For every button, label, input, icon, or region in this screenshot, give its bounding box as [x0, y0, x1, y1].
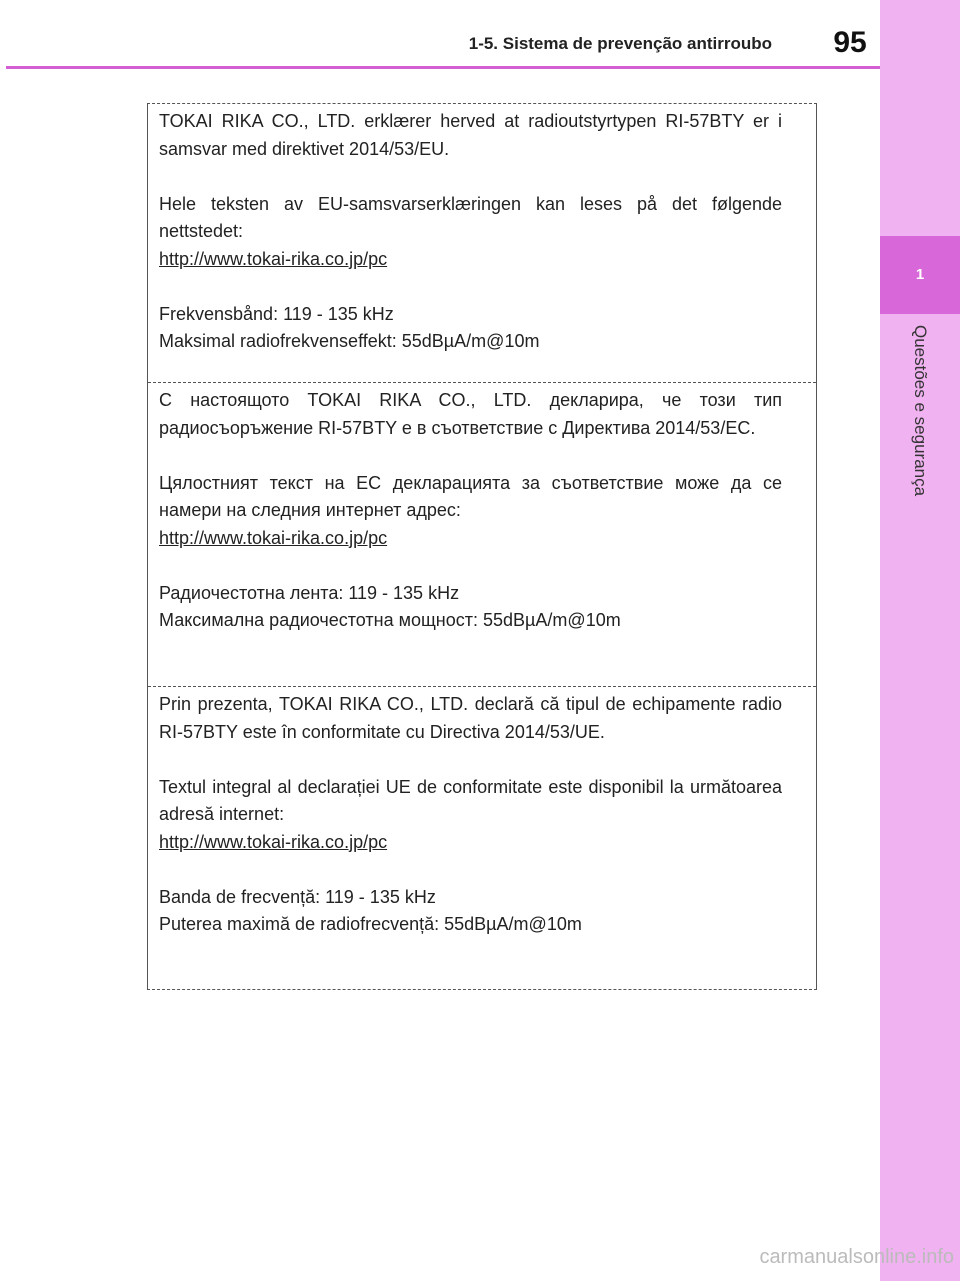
header-rule [6, 66, 880, 69]
declaration-table [147, 103, 817, 990]
declaration-link[interactable]: http://www.tokai-rika.co.jp/pc [159, 248, 388, 269]
radio-specs [159, 884, 782, 939]
radio-specs [159, 580, 782, 635]
declaration-link[interactable]: http://www.tokai-rika.co.jp/pc [159, 527, 388, 548]
declaration-text: Prin prezenta, TOKAI RIKA CO., LTD. declară că tipul de echipamente radio RI-57BTY este în conformitate cu Directiva 2014/53/UE. [159, 694, 782, 742]
chapter-number-box: 1 [880, 236, 960, 314]
full-text-notice [159, 191, 782, 274]
page-number: 95 [833, 26, 867, 59]
full-text-sentence: Textul integral al declarației UE de conformitate este disponibil la următoarea adresă internet: [159, 776, 782, 824]
declaration-link[interactable]: http://www.tokai-rika.co.jp/pc [159, 831, 388, 852]
frequency-band: Banda de frecvență: 119 - 135 kHz [159, 886, 436, 907]
frequency-band: Frekvensbånd: 119 - 135 kHz [159, 303, 394, 324]
watermark: carmanualsonline.info [759, 1246, 954, 1268]
declaration-text: TOKAI RIKA CO., LTD. erklærer herved at radioutstyrtypen RI-57BTY er i samsvar med direktivet 2014/53/EU. [159, 111, 782, 159]
max-power: Maksimal radiofrekvenseffekt: 55dBµA/m@10m [159, 331, 540, 351]
declaration-text: С настоящото TOKAI RIKA CO., LTD. декларира, че този тип радиосъоръжение RI-57BTY е в съответствие с Директива 2014/53/ЕС. [159, 390, 782, 438]
full-text-notice [159, 774, 782, 857]
section-bulgarian [148, 383, 816, 687]
full-text-sentence: Hele teksten av EU-samsvarserklæringen kan leses på det følgende nettstedet: [159, 193, 782, 241]
side-tab [880, 0, 960, 1281]
section-romanian [148, 687, 816, 989]
header-title: 1-5. Sistema de prevenção antirroubo [468, 34, 772, 53]
full-text-notice [159, 470, 782, 553]
frequency-band: Радиочестотна лента: 119 - 135 kHz [159, 582, 460, 603]
max-power: Максимална радиочестотна мощност: 55dBµA/m@10m [159, 610, 621, 630]
max-power: Puterea maximă de radiofrecvență: 55dBµA/m@10m [159, 914, 582, 934]
radio-specs [159, 301, 782, 356]
full-text-sentence: Цялостният текст на ЕС декларацията за съответствие може да се намери на следния интернет адрес: [159, 472, 782, 520]
chapter-label: Questões e segurança [911, 325, 930, 497]
section-norwegian [148, 104, 816, 383]
